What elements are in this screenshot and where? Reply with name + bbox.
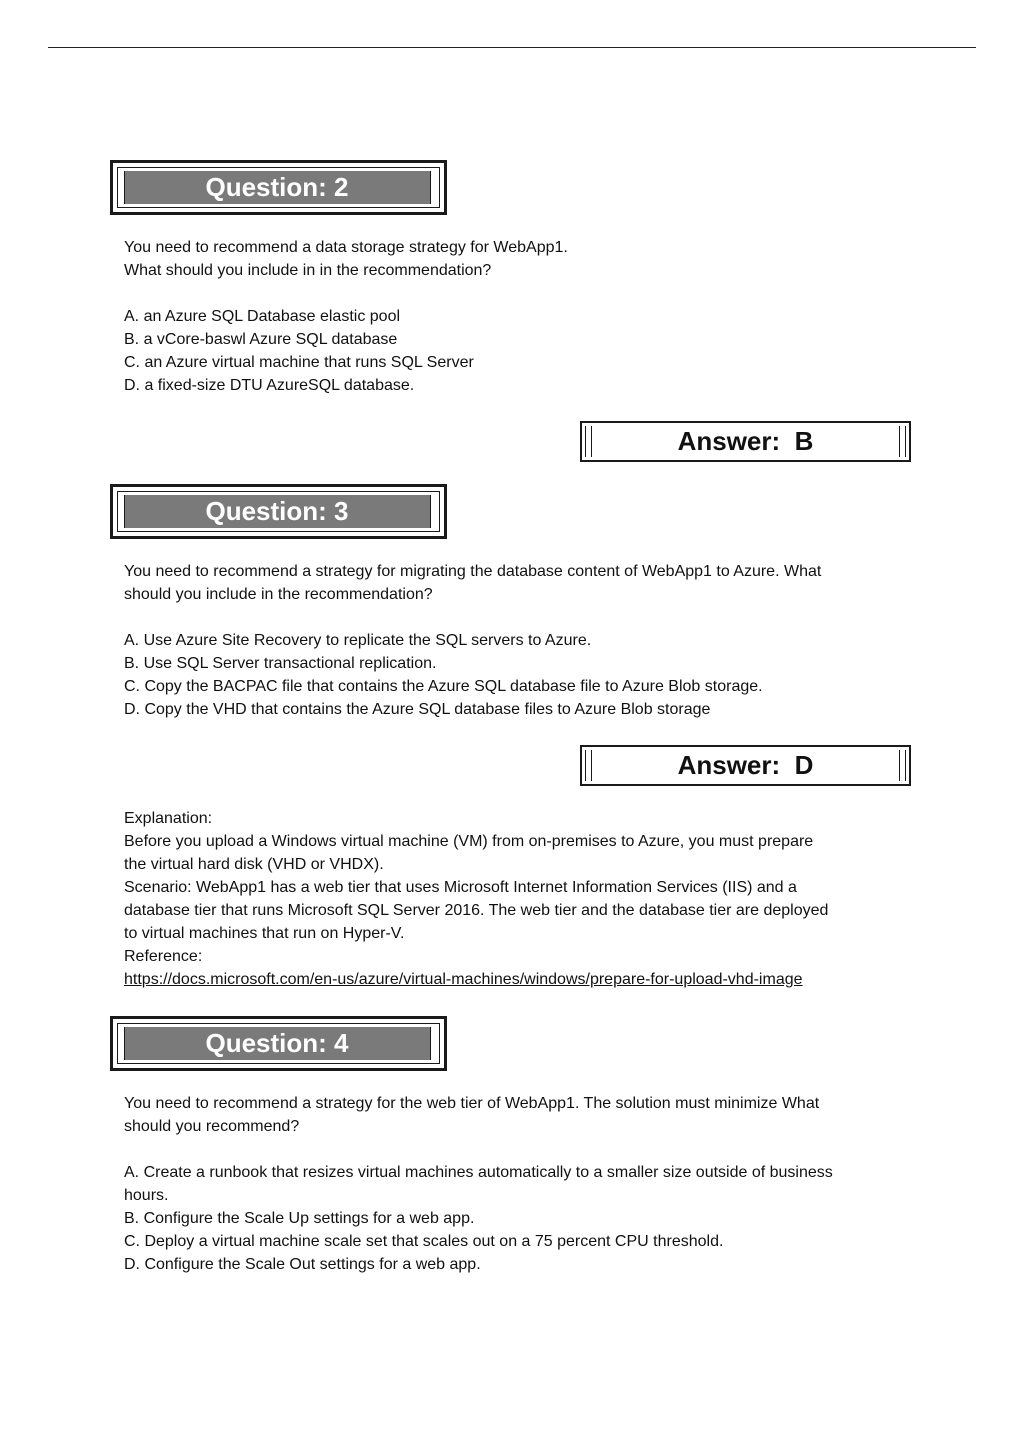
question-3-option-d: D. Copy the VHD that contains the Azure SQL database files to Azure Blob storage <box>124 701 711 718</box>
question-2-option-a: A. an Azure SQL Database elastic pool <box>124 308 401 325</box>
header-rule <box>48 47 976 48</box>
question-3-answer-box <box>580 745 911 786</box>
question-4-option-a-cont: hours. <box>124 1187 169 1204</box>
question-3-stem-line-2: should you include in the recommendation? <box>124 586 433 603</box>
question-3-option-c: C. Copy the BACPAC file that contains the Azure SQL database file to Azure Blob storage. <box>124 678 763 695</box>
question-3-answer: Answer: D <box>677 750 814 780</box>
question-3-stem-line-1: You need to recommend a strategy for migrating the database content of WebApp1 to Azure. What <box>124 563 822 580</box>
question-2-option-b: B. a vCore-baswl Azure SQL database <box>124 331 398 348</box>
question-2-stem-line-1: You need to recommend a data storage strategy for WebApp1. <box>124 239 568 256</box>
question-4-stem-line-1: You need to recommend a strategy for the web tier of WebApp1. The solution must minimize What <box>124 1095 820 1112</box>
question-4-option-b: B. Configure the Scale Up settings for a web app. <box>124 1210 475 1227</box>
question-3-option-a: A. Use Azure Site Recovery to replicate the SQL servers to Azure. <box>124 632 592 649</box>
question-4-title: Question: 4 <box>205 1028 349 1058</box>
question-3-title: Question: 3 <box>205 496 349 526</box>
explanation-line-1: Before you upload a Windows virtual machine (VM) from on-premises to Azure, you must prepare <box>124 833 814 850</box>
question-4-option-d: D. Configure the Scale Out settings for a web app. <box>124 1256 481 1273</box>
question-2-body <box>124 236 904 397</box>
question-3-explanation <box>124 807 904 991</box>
question-4-stem-line-2: should you recommend? <box>124 1118 300 1135</box>
explanation-line-4: database tier that runs Microsoft SQL Server 2016. The web tier and the database tier are deployed <box>124 902 829 919</box>
explanation-line-3: Scenario: WebApp1 has a web tier that uses Microsoft Internet Information Services (IIS) and a <box>124 879 797 896</box>
question-2-option-d: D. a fixed-size DTU AzureSQL database. <box>124 377 415 394</box>
reference-label: Reference: <box>124 948 203 965</box>
explanation-line-2: the virtual hard disk (VHD or VHDX). <box>124 856 384 873</box>
question-2-title: Question: 2 <box>205 172 349 202</box>
question-4-heading <box>110 1016 447 1071</box>
question-2-heading <box>110 160 447 215</box>
reference-link[interactable]: https://docs.microsoft.com/en-us/azure/virtual-machines/windows/prepare-for-upload-vhd-image <box>124 971 803 988</box>
question-4-option-c: C. Deploy a virtual machine scale set that scales out on a 75 percent CPU threshold. <box>124 1233 724 1250</box>
question-2-answer-box <box>580 421 911 462</box>
question-2-option-c: C. an Azure virtual machine that runs SQL Server <box>124 354 474 371</box>
question-4-body <box>124 1092 904 1276</box>
explanation-heading: Explanation: <box>124 810 213 827</box>
question-3-body <box>124 560 904 721</box>
question-3-heading <box>110 484 447 539</box>
question-2-answer: Answer: B <box>677 426 814 456</box>
question-3-option-b: B. Use SQL Server transactional replication. <box>124 655 437 672</box>
question-4-option-a: A. Create a runbook that resizes virtual machines automatically to a smaller size outside of business <box>124 1164 833 1181</box>
explanation-line-5: to virtual machines that run on Hyper-V. <box>124 925 405 942</box>
question-2-stem-line-2: What should you include in in the recommendation? <box>124 262 492 279</box>
